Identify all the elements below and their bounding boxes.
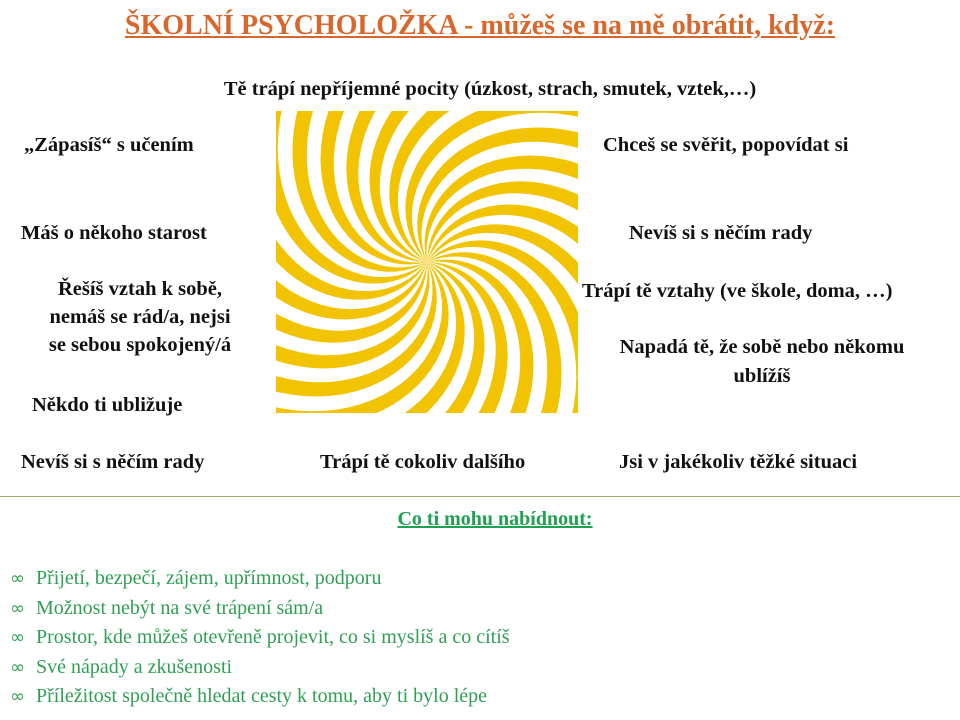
infinity-bullet-icon: ∞ bbox=[10, 627, 25, 649]
page-title: ŠKOLNÍ PSYCHOLOŽKA - můžeš se na mě obrátit, když: bbox=[124, 10, 836, 41]
offer-item-text: Své nápady a zkušenosti bbox=[36, 655, 233, 678]
offer-heading: Co ti mohu nabídnout: bbox=[397, 508, 593, 530]
situation-left-2: Máš o někoho starost bbox=[21, 222, 207, 244]
list-item bbox=[10, 594, 510, 624]
situation-right-1: Chceš se svěřit, popovídat si bbox=[603, 134, 849, 156]
infinity-bullet-icon: ∞ bbox=[10, 686, 25, 708]
offer-item-text: Možnost nebýt na své trápení sám/a bbox=[36, 596, 324, 619]
situation-left-3-line-1: Řešíš vztah k sobě, bbox=[57, 278, 222, 300]
situation-bottom-center: Trápí tě cokoliv dalšího bbox=[320, 451, 526, 473]
offer-item-text: Příležitost společně hledat cesty k tomu, aby ti bylo lépe bbox=[36, 685, 488, 708]
offer-item-text: Prostor, kde můžeš otevřeně projevit, co si myslíš a co cítíš bbox=[36, 626, 510, 649]
situation-left-4: Někdo ti ubližuje bbox=[32, 394, 183, 416]
offer-list bbox=[10, 564, 510, 712]
situation-left-3-line-2: nemáš se rád/a, nejsi bbox=[49, 306, 231, 328]
situation-top: Tě trápí nepříjemné pocity (úzkost, strach, smutek, vztek,…) bbox=[223, 78, 757, 100]
infinity-bullet-icon: ∞ bbox=[10, 568, 25, 589]
situation-right-4 bbox=[578, 333, 946, 391]
offer-item-text: Přijetí, bezpečí, zájem, upřímnost, podporu bbox=[36, 567, 382, 589]
sun-spiral-image bbox=[276, 111, 578, 413]
situation-left-5: Nevíš si s něčím rady bbox=[21, 451, 205, 473]
list-item bbox=[10, 564, 510, 594]
infinity-bullet-icon: ∞ bbox=[10, 597, 25, 619]
situation-right-5: Jsi v jakékoliv těžké situaci bbox=[619, 451, 858, 473]
situation-left-3 bbox=[14, 275, 266, 359]
section-divider bbox=[0, 496, 960, 497]
situation-right-4-line-1: Napadá tě, že sobě nebo někomu bbox=[619, 336, 905, 358]
situation-left-3-line-3: se sebou spokojený/á bbox=[48, 334, 232, 356]
infinity-bullet-icon: ∞ bbox=[10, 656, 25, 678]
list-item bbox=[10, 623, 510, 653]
situation-right-3: Trápí tě vztahy (ve škole, doma, …) bbox=[582, 280, 893, 302]
situation-right-2: Nevíš si s něčím rady bbox=[629, 222, 813, 244]
list-item bbox=[10, 682, 510, 712]
list-item bbox=[10, 653, 510, 683]
situation-right-4-line-2: ublížíš bbox=[733, 365, 791, 387]
situation-left-1: „Zápasíš“ s učením bbox=[24, 134, 194, 156]
